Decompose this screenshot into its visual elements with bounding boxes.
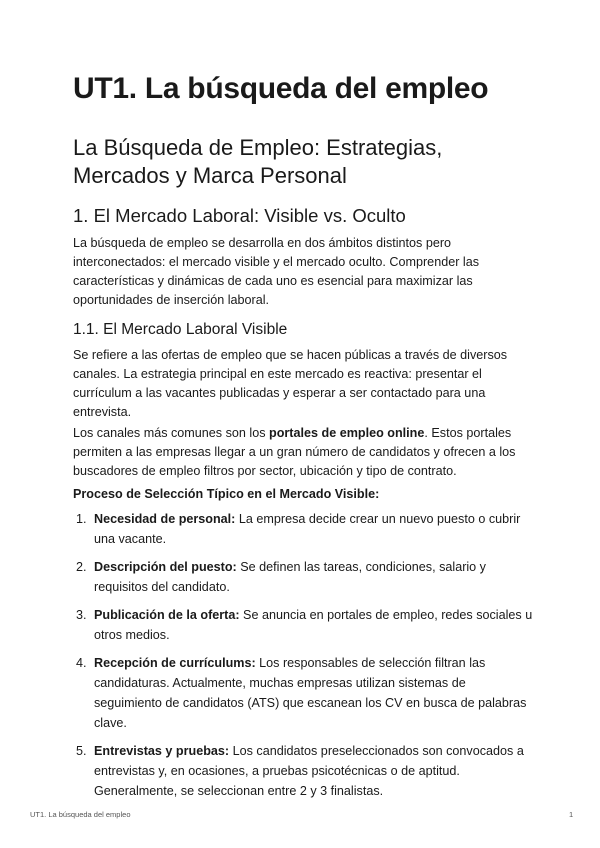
step-term: Necesidad de personal: bbox=[94, 512, 236, 526]
step-term: Entrevistas y pruebas: bbox=[94, 744, 230, 758]
page-title: UT1. La búsqueda del empleo bbox=[73, 72, 489, 105]
step-term: Descripción del puesto: bbox=[94, 560, 237, 574]
list-item bbox=[73, 605, 533, 645]
section-1-intro: La búsqueda de empleo se desarrolla en dos ámbitos distintos pero interconectados: el mercado visible y el mercado oculto. Comprender las características y dinámicas de cada uno es esencial para maximizar las oportunidades de inserción laboral. bbox=[73, 236, 479, 307]
section-1-heading: 1. El Mercado Laboral: Visible vs. Oculto bbox=[73, 205, 406, 226]
footer-page-number: 1 bbox=[569, 810, 574, 819]
step-text: Se definen las tareas, condiciones, salario y requisitos del candidato. bbox=[94, 560, 486, 594]
step-text: Se anuncia en portales de empleo, redes sociales u otros medios. bbox=[94, 608, 533, 642]
list-item bbox=[73, 741, 533, 801]
footer-document-title: UT1. La búsqueda del empleo bbox=[30, 810, 131, 819]
step-text: Los candidatos preseleccionados son convocados a entrevistas y, en ocasiones, a pruebas psicotécnicas o de aptitud. Generalmente, se seleccionan entre 2 y 3 finalistas. bbox=[94, 744, 524, 798]
section-1-1-paragraph-2 bbox=[73, 424, 533, 481]
para2-post: . Estos portales permiten a las empresas llegar a un gran número de candidatos y ofrecen a los buscadores de empleo filtros por sector, ubicación y tipo de contrato. bbox=[73, 426, 516, 478]
list-item bbox=[73, 509, 533, 549]
list-item bbox=[73, 653, 533, 733]
step-number: 2. bbox=[76, 560, 87, 574]
section-1-1-heading: 1.1. El Mercado Laboral Visible bbox=[73, 321, 288, 338]
document-subtitle: La Búsqueda de Empleo: Estrategias, Mercados y Marca Personal bbox=[73, 135, 443, 188]
step-term: Publicación de la oferta: bbox=[94, 608, 240, 622]
step-number: 1. bbox=[76, 512, 87, 526]
section-1-1-paragraph-1: Se refiere a las ofertas de empleo que se hacen públicas a través de diversos canales. La estrategia principal en este mercado es reactiva: presentar el currículum a las vacantes publicadas y esperar a ser contactado para una entrevista. bbox=[73, 348, 508, 419]
list-item bbox=[73, 557, 533, 597]
step-number: 3. bbox=[76, 608, 87, 622]
process-title: Proceso de Selección Típico en el Mercado Visible: bbox=[73, 487, 380, 501]
para2-bold: portales de empleo online bbox=[269, 426, 425, 440]
step-text: La empresa decide crear un nuevo puesto o cubrir una vacante. bbox=[94, 512, 521, 546]
step-term: Recepción de currículums: bbox=[94, 656, 256, 670]
para2-pre: Los canales más comunes son los bbox=[73, 426, 270, 440]
step-text: Los responsables de selección filtran las candidaturas. Actualmente, muchas empresas utilizan sistemas de seguimiento de candidatos (ATS) que escanean los CV en busca de palabras clave. bbox=[94, 656, 527, 730]
process-steps-list bbox=[73, 509, 533, 809]
step-number: 4. bbox=[76, 656, 87, 670]
step-number: 5. bbox=[76, 744, 87, 758]
